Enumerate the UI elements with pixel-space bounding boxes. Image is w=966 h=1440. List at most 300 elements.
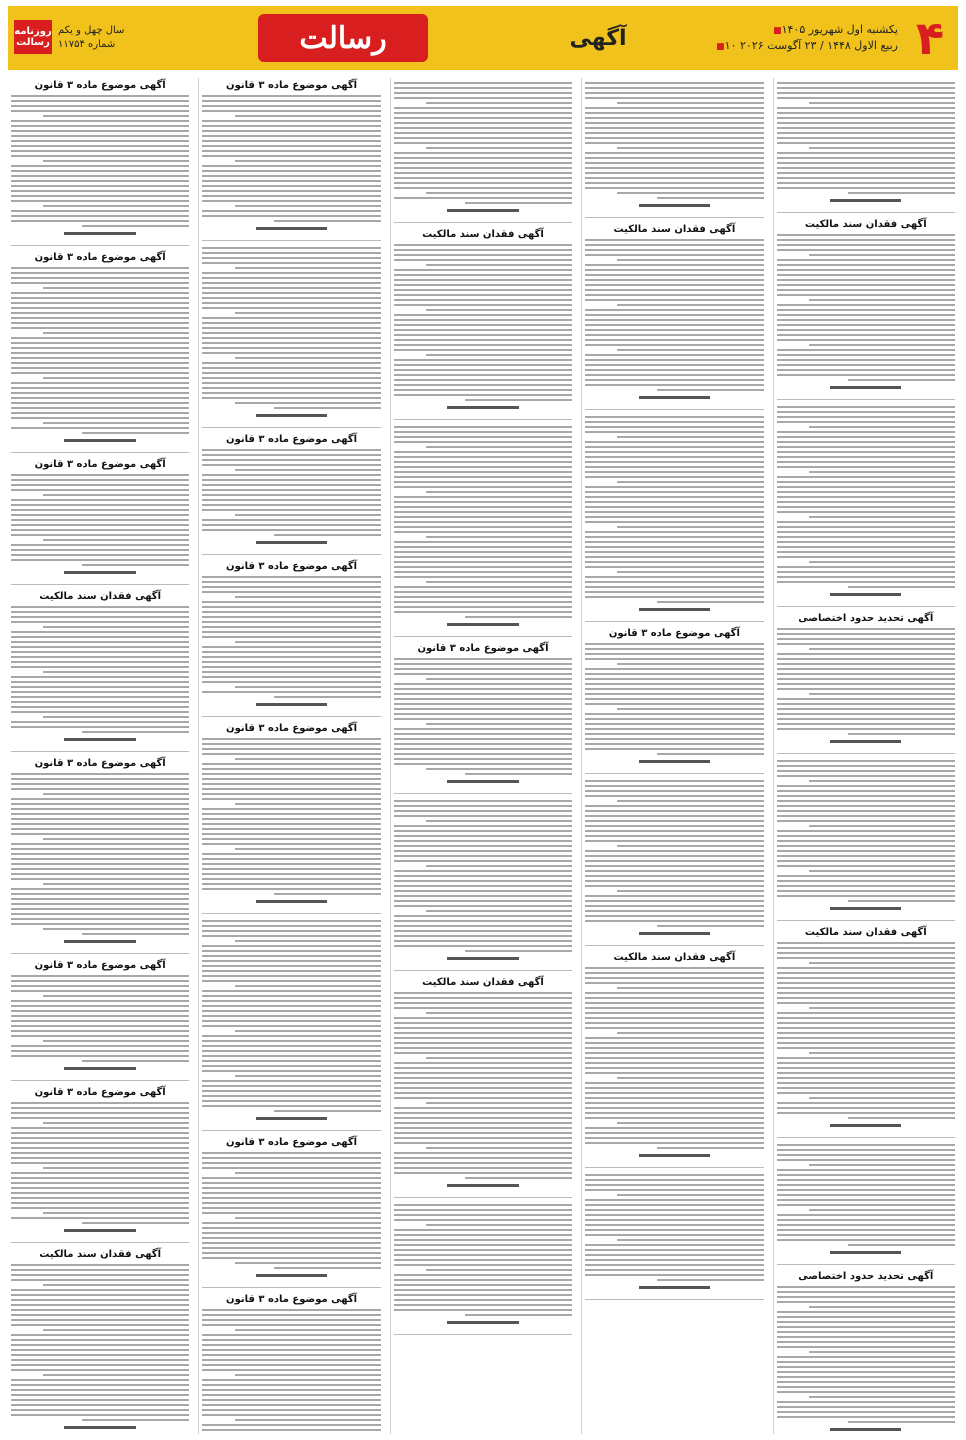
text-line-placeholder (11, 185, 189, 187)
text-line-placeholder (11, 1217, 189, 1219)
text-line-placeholder (617, 147, 763, 149)
text-line-placeholder (585, 835, 763, 837)
text-line-placeholder (777, 1169, 955, 1171)
text-line-placeholder (777, 279, 955, 281)
text-line-placeholder (777, 855, 955, 857)
text-line-placeholder (777, 1361, 955, 1363)
text-line-placeholder (394, 703, 572, 705)
text-line-placeholder (657, 197, 764, 199)
text-line-placeholder (235, 1419, 381, 1421)
text-line-placeholder (585, 780, 763, 782)
text-line-placeholder (617, 708, 763, 710)
text-line-placeholder (394, 1112, 572, 1114)
ad-divider (777, 920, 955, 921)
text-line-placeholder (394, 456, 572, 458)
text-line-placeholder (11, 1279, 189, 1281)
text-line-placeholder (585, 279, 763, 281)
text-line-placeholder (394, 87, 572, 89)
text-line-placeholder (11, 514, 189, 516)
text-line-placeholder (11, 1010, 189, 1012)
text-line-placeholder (426, 1224, 572, 1226)
text-line-placeholder (585, 132, 763, 134)
text-line-placeholder (11, 1207, 189, 1209)
ad-divider (585, 621, 763, 622)
text-line-placeholder (777, 810, 955, 812)
text-line-placeholder (585, 299, 763, 301)
text-line-placeholder (11, 1127, 189, 1129)
text-line-placeholder (777, 1092, 955, 1094)
text-line-placeholder (657, 389, 764, 391)
text-line-placeholder (11, 1389, 189, 1391)
text-line-placeholder (202, 110, 380, 112)
ad-signature-placeholder (64, 232, 135, 235)
text-line-placeholder (777, 1371, 955, 1373)
text-line-placeholder (394, 708, 572, 710)
date-block (724, 6, 904, 70)
text-line-placeholder (11, 898, 189, 900)
text-line-placeholder (585, 137, 763, 139)
text-line-placeholder (11, 165, 189, 167)
text-line-placeholder (777, 942, 955, 944)
text-line-placeholder (394, 249, 572, 251)
text-line-placeholder (394, 1204, 572, 1206)
text-line-placeholder (11, 342, 189, 344)
ad-block (202, 80, 380, 230)
text-line-placeholder (43, 332, 189, 334)
text-line-placeholder (585, 289, 763, 291)
text-line-placeholder (43, 539, 189, 541)
text-line-placeholder (465, 1177, 572, 1179)
text-line-placeholder (202, 980, 380, 982)
text-line-placeholder (394, 511, 572, 513)
ad-divider (202, 913, 380, 914)
text-line-placeholder (848, 586, 955, 588)
text-line-placeholder (848, 1244, 955, 1246)
text-line-placeholder (585, 790, 763, 792)
text-line-placeholder (585, 329, 763, 331)
text-line-placeholder (202, 1389, 380, 1391)
text-line-placeholder (426, 1012, 572, 1014)
text-line-placeholder (585, 785, 763, 787)
section-title: آگهی (569, 25, 627, 51)
text-line-placeholder (394, 880, 572, 882)
text-line-placeholder (809, 1007, 955, 1009)
text-line-placeholder (202, 100, 380, 102)
text-line-placeholder (585, 244, 763, 246)
text-line-placeholder (777, 319, 955, 321)
ad-signature-placeholder (447, 209, 518, 212)
text-line-placeholder (202, 1035, 380, 1037)
text-line-placeholder (394, 1072, 572, 1074)
text-line-placeholder (11, 1050, 189, 1052)
text-line-placeholder (202, 292, 380, 294)
text-line-placeholder (11, 788, 189, 790)
text-line-placeholder (585, 1052, 763, 1054)
text-line-placeholder (809, 962, 955, 964)
text-line-placeholder (585, 566, 763, 568)
ad-divider (394, 419, 572, 420)
text-line-placeholder (394, 1214, 572, 1216)
text-line-placeholder (585, 536, 763, 538)
text-line-placeholder (809, 870, 955, 872)
text-line-placeholder (585, 967, 763, 969)
text-line-placeholder (11, 1309, 189, 1311)
ad-divider (202, 1130, 380, 1131)
text-line-placeholder (202, 863, 380, 865)
text-line-placeholder (777, 546, 955, 548)
ad-divider (585, 217, 763, 218)
ad-divider (777, 212, 955, 213)
text-line-placeholder (394, 451, 572, 453)
text-line-placeholder (777, 708, 955, 710)
text-line-placeholder (585, 997, 763, 999)
text-line-placeholder (43, 1122, 189, 1124)
text-line-placeholder (777, 461, 955, 463)
text-line-placeholder (777, 845, 955, 847)
text-line-placeholder (777, 790, 955, 792)
text-line-placeholder (11, 215, 189, 217)
text-line-placeholder (11, 1369, 189, 1371)
ad-block (394, 977, 572, 1187)
text-line-placeholder (43, 928, 189, 930)
ad-signature-placeholder (447, 780, 518, 783)
ad-signature-placeholder (830, 1428, 901, 1431)
text-line-placeholder (202, 484, 380, 486)
text-line-placeholder (777, 860, 955, 862)
text-line-placeholder (777, 269, 955, 271)
ad-divider (394, 636, 572, 637)
text-line-placeholder (809, 780, 955, 782)
ad-block (394, 643, 572, 783)
text-line-placeholder (777, 411, 955, 413)
ad-heading: آگهی فقدان سند مالکیت (613, 224, 736, 235)
text-line-placeholder (11, 282, 189, 284)
text-line-placeholder (11, 1304, 189, 1306)
text-line-placeholder (777, 785, 955, 787)
text-line-placeholder (585, 324, 763, 326)
text-line-placeholder (11, 1157, 189, 1159)
text-line-placeholder (394, 1132, 572, 1134)
text-line-placeholder (777, 1291, 955, 1293)
text-line-placeholder (202, 1369, 380, 1371)
text-line-placeholder (617, 987, 763, 989)
text-line-placeholder (11, 1005, 189, 1007)
text-line-placeholder (585, 561, 763, 563)
text-line-placeholder (394, 551, 572, 553)
text-line-placeholder (235, 402, 381, 404)
text-line-placeholder (777, 132, 955, 134)
text-line-placeholder (11, 190, 189, 192)
ad-divider (394, 793, 572, 794)
text-line-placeholder (585, 688, 763, 690)
text-line-placeholder (585, 369, 763, 371)
text-line-placeholder (11, 1399, 189, 1401)
text-line-placeholder (585, 713, 763, 715)
text-line-placeholder (585, 1214, 763, 1216)
text-line-placeholder (11, 1102, 189, 1104)
text-line-placeholder (777, 638, 955, 640)
text-line-placeholder (11, 1394, 189, 1396)
ad-block (202, 1137, 380, 1277)
text-line-placeholder (809, 516, 955, 518)
text-line-placeholder (777, 581, 955, 583)
text-line-placeholder (11, 636, 189, 638)
text-line-placeholder (11, 1349, 189, 1351)
text-line-placeholder (11, 1202, 189, 1204)
text-line-placeholder (585, 309, 763, 311)
text-line-placeholder (809, 299, 955, 301)
text-line-placeholder (394, 845, 572, 847)
text-line-placeholder (202, 935, 380, 937)
text-line-placeholder (82, 1222, 189, 1224)
text-line-placeholder (777, 850, 955, 852)
text-line-placeholder (11, 975, 189, 977)
text-line-placeholder (11, 873, 189, 875)
text-line-placeholder (202, 105, 380, 107)
ad-divider (11, 953, 189, 954)
text-line-placeholder (617, 481, 763, 483)
text-line-placeholder (202, 1247, 380, 1249)
text-line-placeholder (809, 1351, 955, 1353)
text-line-placeholder (394, 364, 572, 366)
text-line-placeholder (11, 292, 189, 294)
text-line-placeholder (809, 1306, 955, 1308)
text-line-placeholder (777, 446, 955, 448)
text-line-placeholder (394, 835, 572, 837)
text-line-placeholder (777, 890, 955, 892)
ad-signature-placeholder (64, 738, 135, 741)
text-line-placeholder (777, 1184, 955, 1186)
ad-divider (394, 1197, 572, 1198)
ad-signature-placeholder (447, 1184, 518, 1187)
text-line-placeholder (202, 1314, 380, 1316)
text-line-placeholder (202, 1339, 380, 1341)
text-line-placeholder (777, 658, 955, 660)
text-line-placeholder (202, 499, 380, 501)
text-line-placeholder (82, 933, 189, 935)
text-line-placeholder (202, 823, 380, 825)
text-line-placeholder (394, 1077, 572, 1079)
text-line-placeholder (585, 1102, 763, 1104)
text-line-placeholder (394, 167, 572, 169)
text-line-placeholder (11, 549, 189, 551)
text-line-placeholder (11, 1289, 189, 1291)
text-line-placeholder (202, 888, 380, 890)
text-line-placeholder (394, 596, 572, 598)
text-line-placeholder (11, 1354, 189, 1356)
text-line-placeholder (777, 506, 955, 508)
text-line-placeholder (11, 661, 189, 663)
text-line-placeholder (11, 95, 189, 97)
text-line-placeholder (394, 471, 572, 473)
ad-column-1 (773, 78, 958, 1434)
text-line-placeholder (394, 1052, 572, 1054)
text-line-placeholder (394, 1087, 572, 1089)
text-line-placeholder (617, 192, 763, 194)
ad-signature-placeholder (639, 1154, 710, 1157)
text-line-placeholder (777, 952, 955, 954)
text-line-placeholder (585, 274, 763, 276)
text-line-placeholder (777, 152, 955, 154)
text-line-placeholder (777, 1022, 955, 1024)
text-line-placeholder (777, 182, 955, 184)
text-line-placeholder (11, 347, 189, 349)
text-line-placeholder (202, 586, 380, 588)
ad-block (585, 82, 763, 207)
text-line-placeholder (617, 1239, 763, 1241)
text-line-placeholder (585, 339, 763, 341)
text-line-placeholder (777, 259, 955, 261)
text-line-placeholder (202, 1319, 380, 1321)
ad-divider (394, 1334, 572, 1335)
text-line-placeholder (11, 706, 189, 708)
text-line-placeholder (202, 738, 380, 740)
text-line-placeholder (11, 1142, 189, 1144)
text-line-placeholder (777, 972, 955, 974)
text-line-placeholder (777, 830, 955, 832)
text-line-placeholder (394, 601, 572, 603)
text-line-placeholder (585, 359, 763, 361)
text-line-placeholder (202, 925, 380, 927)
text-line-placeholder (11, 888, 189, 890)
text-line-placeholder (202, 753, 380, 755)
text-line-placeholder (394, 541, 572, 543)
text-line-placeholder (585, 384, 763, 386)
text-line-placeholder (777, 1102, 955, 1104)
ad-block (777, 406, 955, 596)
text-line-placeholder (11, 1404, 189, 1406)
text-line-placeholder (202, 185, 380, 187)
text-line-placeholder (235, 985, 381, 987)
text-line-placeholder (11, 1182, 189, 1184)
text-line-placeholder (585, 431, 763, 433)
text-line-placeholder (426, 1102, 572, 1104)
text-line-placeholder (202, 372, 380, 374)
text-line-placeholder (82, 564, 189, 566)
text-line-placeholder (394, 850, 572, 852)
text-line-placeholder (202, 783, 380, 785)
text-line-placeholder (11, 210, 189, 212)
text-line-placeholder (202, 1399, 380, 1401)
text-line-placeholder (235, 803, 381, 805)
text-line-placeholder (11, 823, 189, 825)
ad-heading: آگهی موضوع ماده ۳ قانون (226, 1294, 358, 1305)
text-line-placeholder (202, 646, 380, 648)
text-line-placeholder (426, 865, 572, 867)
text-line-placeholder (394, 1142, 572, 1144)
text-line-placeholder (426, 446, 572, 448)
text-line-placeholder (202, 1197, 380, 1199)
text-line-placeholder (202, 362, 380, 364)
text-line-placeholder (11, 676, 189, 678)
text-line-placeholder (202, 170, 380, 172)
text-line-placeholder (394, 1002, 572, 1004)
text-line-placeholder (777, 456, 955, 458)
date-lunar-gregorian: ■ ۱۰ ربیع الاول ۱۴۴۸ / ۲۳ آگوست ۲۰۲۶ (712, 38, 898, 55)
ad-signature-placeholder (256, 1274, 327, 1277)
text-line-placeholder (585, 471, 763, 473)
text-line-placeholder (777, 1112, 955, 1114)
text-line-placeholder (11, 529, 189, 531)
text-line-placeholder (235, 1075, 381, 1077)
text-line-placeholder (11, 267, 189, 269)
ad-block (394, 229, 572, 409)
text-line-placeholder (777, 728, 955, 730)
text-line-placeholder (235, 514, 381, 516)
text-line-placeholder (394, 1309, 572, 1311)
text-line-placeholder (394, 1027, 572, 1029)
text-line-placeholder (82, 1419, 189, 1421)
text-line-placeholder (394, 1042, 572, 1044)
text-line-placeholder (11, 327, 189, 329)
text-line-placeholder (11, 277, 189, 279)
text-line-placeholder (394, 743, 572, 745)
text-line-placeholder (394, 1117, 572, 1119)
text-line-placeholder (11, 1147, 189, 1149)
ad-signature-placeholder (639, 396, 710, 399)
ad-block (585, 780, 763, 935)
text-line-placeholder (777, 992, 955, 994)
text-line-placeholder (202, 327, 380, 329)
ad-block (777, 927, 955, 1127)
text-line-placeholder (657, 601, 764, 603)
text-line-placeholder (11, 1025, 189, 1027)
text-line-placeholder (394, 369, 572, 371)
ad-heading: آگهی موضوع ماده ۳ قانون (608, 628, 740, 639)
text-line-placeholder (394, 182, 572, 184)
text-line-placeholder (777, 1229, 955, 1231)
text-line-placeholder (394, 1209, 572, 1211)
text-line-placeholder (202, 616, 380, 618)
text-line-placeholder (202, 1359, 380, 1361)
text-line-placeholder (11, 337, 189, 339)
text-line-placeholder (11, 524, 189, 526)
text-line-placeholder (202, 322, 380, 324)
text-line-placeholder (202, 1005, 380, 1007)
text-line-placeholder (465, 399, 572, 401)
text-line-placeholder (11, 1274, 189, 1276)
text-line-placeholder (394, 461, 572, 463)
text-line-placeholder (777, 244, 955, 246)
text-line-placeholder (617, 304, 763, 306)
text-line-placeholder (202, 858, 380, 860)
text-line-placeholder (777, 1012, 955, 1014)
ad-heading: آگهی موضوع ماده ۳ قانون (34, 758, 166, 769)
text-line-placeholder (11, 878, 189, 880)
text-line-placeholder (11, 1314, 189, 1316)
text-line-placeholder (777, 1032, 955, 1034)
text-line-placeholder (394, 566, 572, 568)
text-line-placeholder (11, 848, 189, 850)
ad-block (777, 760, 955, 910)
text-line-placeholder (777, 1326, 955, 1328)
text-line-placeholder (394, 561, 572, 563)
text-line-placeholder (777, 421, 955, 423)
text-line-placeholder (202, 676, 380, 678)
text-line-placeholder (394, 1284, 572, 1286)
text-line-placeholder (848, 379, 955, 381)
text-line-placeholder (585, 1017, 763, 1019)
text-line-placeholder (11, 818, 189, 820)
text-line-placeholder (585, 668, 763, 670)
text-line-placeholder (11, 544, 189, 546)
text-line-placeholder (394, 324, 572, 326)
text-line-placeholder (11, 1137, 189, 1139)
text-line-placeholder (11, 362, 189, 364)
text-line-placeholder (202, 681, 380, 683)
text-line-placeholder (777, 895, 955, 897)
text-line-placeholder (11, 908, 189, 910)
